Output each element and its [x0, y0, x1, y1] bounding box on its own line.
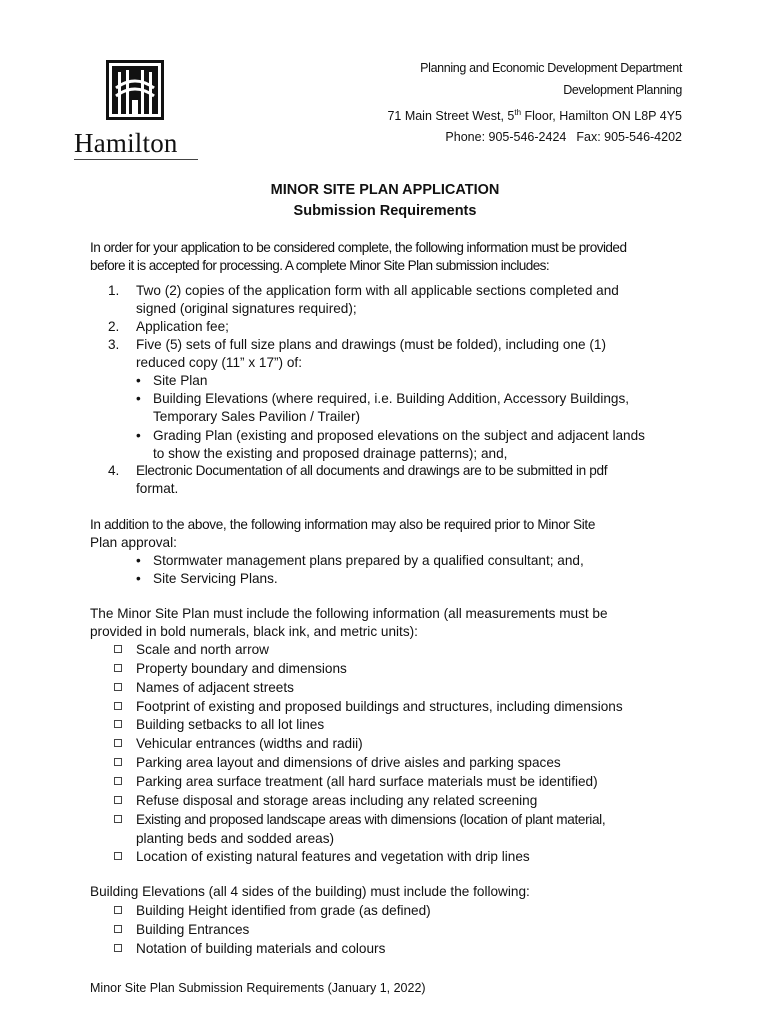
bullet-icon: •	[136, 428, 141, 443]
fax-number: Fax: 905-546-4202	[576, 130, 682, 144]
item-text: Electronic Documentation of all documents and drawings are to be submitted in pdf	[136, 463, 608, 478]
requirement-item	[108, 336, 698, 372]
item-text: Building Entrances	[136, 922, 250, 937]
item-text: Five (5) sets of full size plans and drawings (must be folded), including one (1)	[136, 337, 606, 352]
checklist-item	[112, 698, 702, 717]
page-title: MINOR SITE PLAN APPLICATION	[270, 182, 500, 198]
checkbox-icon	[114, 815, 122, 823]
checkbox-icon	[114, 906, 122, 914]
item-text: Location of existing natural features and vegetation with drip lines	[136, 849, 530, 864]
item-number: 1.	[108, 283, 120, 298]
checklist-item	[112, 735, 702, 754]
checkbox-icon	[114, 758, 122, 766]
checkbox-icon	[114, 645, 122, 653]
intro-line: before it is accepted for processing. A complete Minor Site Plan submission includes:	[90, 258, 550, 273]
page-subtitle: Submission Requirements	[293, 203, 477, 219]
address-part: Floor, Hamilton ON L8P 4Y5	[521, 109, 682, 124]
list-item	[136, 552, 696, 570]
checkbox-icon	[114, 777, 122, 785]
hamilton-crest-icon	[106, 60, 164, 120]
item-text: Scale and north arrow	[136, 642, 269, 657]
checklist-item	[112, 792, 702, 811]
item-text: Existing and proposed landscape areas with dimensions (location of plant material,	[136, 812, 606, 827]
item-text: Temporary Sales Pavilion / Trailer)	[153, 409, 360, 424]
bullet-icon: •	[136, 373, 141, 388]
item-text: Property boundary and dimensions	[136, 661, 347, 676]
item-text: signed (original signatures required);	[136, 301, 357, 316]
bullet-icon: •	[136, 553, 141, 568]
intro-line: In order for your application to be considered complete, the following information must be provided	[90, 240, 627, 255]
additional-intro: Plan approval:	[90, 535, 177, 550]
item-text: Building Elevations (where required, i.e. Building Addition, Accessory Buildings,	[153, 391, 630, 406]
checklist-item	[112, 660, 702, 679]
item-text: Names of adjacent streets	[136, 680, 294, 695]
checkbox-icon	[114, 944, 122, 952]
department-name: Planning and Economic Development Department	[420, 61, 682, 75]
list-item	[136, 570, 696, 588]
item-text: Notation of building materials and colours	[136, 941, 386, 956]
requirement-item	[108, 462, 698, 498]
checklist-item	[112, 940, 702, 959]
hamilton-logo	[74, 60, 198, 162]
checkbox-icon	[114, 683, 122, 691]
bullet-icon: •	[136, 571, 141, 586]
division-name: Development Planning	[563, 83, 682, 97]
item-text: Stormwater management plans prepared by a qualified consultant; and,	[153, 553, 584, 568]
checklist-item	[112, 679, 702, 698]
address-superscript: th	[514, 108, 522, 117]
item-number: 4.	[108, 463, 120, 478]
list-item	[136, 390, 696, 426]
checklist-item	[112, 773, 702, 792]
item-text: Building Height identified from grade (as defined)	[136, 903, 431, 918]
checklist-item	[112, 754, 702, 773]
page-footer: Minor Site Plan Submission Requirements (January 1, 2022)	[90, 981, 426, 995]
checklist-item	[112, 716, 702, 735]
additional-intro: In addition to the above, the following information may also be required prior to Minor Site	[90, 517, 596, 532]
checkbox-icon	[114, 720, 122, 728]
item-text: Refuse disposal and storage areas including any related screening	[136, 793, 538, 808]
list-item	[136, 372, 696, 390]
checkbox-icon	[114, 925, 122, 933]
item-text: Vehicular entrances (widths and radii)	[136, 736, 363, 751]
checklist-item	[112, 848, 702, 867]
checklist-item	[112, 921, 702, 940]
checkbox-icon	[114, 796, 122, 804]
item-text: Building setbacks to all lot lines	[136, 717, 325, 732]
item-text: Site Plan	[153, 373, 208, 388]
item-text: Grading Plan (existing and proposed elevations on the subject and adjacent lands	[153, 428, 645, 443]
checkbox-icon	[114, 664, 122, 672]
checklist-item	[112, 811, 702, 848]
item-number: 2.	[108, 319, 120, 334]
list-item	[136, 427, 706, 463]
address	[387, 108, 682, 123]
item-text: Parking area layout and dimensions of drive aisles and parking spaces	[136, 755, 561, 770]
requirement-item	[108, 282, 698, 318]
contact-numbers	[445, 130, 682, 144]
item-text: Footprint of existing and proposed buildings and structures, including dimensions	[136, 699, 623, 714]
checkbox-icon	[114, 702, 122, 710]
checklist-item	[112, 641, 702, 660]
item-text: Parking area surface treatment (all hard surface materials must be identified)	[136, 774, 598, 789]
checklist-item	[112, 902, 702, 921]
item-text: Two (2) copies of the application form with all applicable sections completed and	[136, 283, 619, 298]
requirement-item	[108, 318, 698, 336]
checkbox-icon	[114, 852, 122, 860]
checkbox-icon	[114, 739, 122, 747]
item-text: Application fee;	[136, 319, 229, 334]
item-number: 3.	[108, 337, 120, 352]
elevations-intro: Building Elevations (all 4 sides of the building) must include the following:	[90, 884, 530, 899]
item-text: reduced copy (11” x 17”) of:	[136, 355, 302, 370]
item-text: planting beds and sodded areas)	[136, 830, 335, 846]
item-text: Site Servicing Plans.	[153, 571, 278, 586]
site-plan-intro: provided in bold numerals, black ink, and metric units):	[90, 624, 418, 639]
bullet-icon: •	[136, 391, 141, 406]
logo-wordmark: Hamilton	[74, 128, 178, 158]
site-plan-intro: The Minor Site Plan must include the following information (all measurements must be	[90, 606, 608, 621]
address-part: 71 Main Street West, 5	[387, 109, 515, 124]
item-text: format.	[136, 481, 179, 496]
item-text: to show the existing and proposed drainage patterns); and,	[153, 446, 508, 461]
logo-underline	[74, 159, 198, 160]
phone-number: Phone: 905-546-2424	[445, 130, 567, 144]
